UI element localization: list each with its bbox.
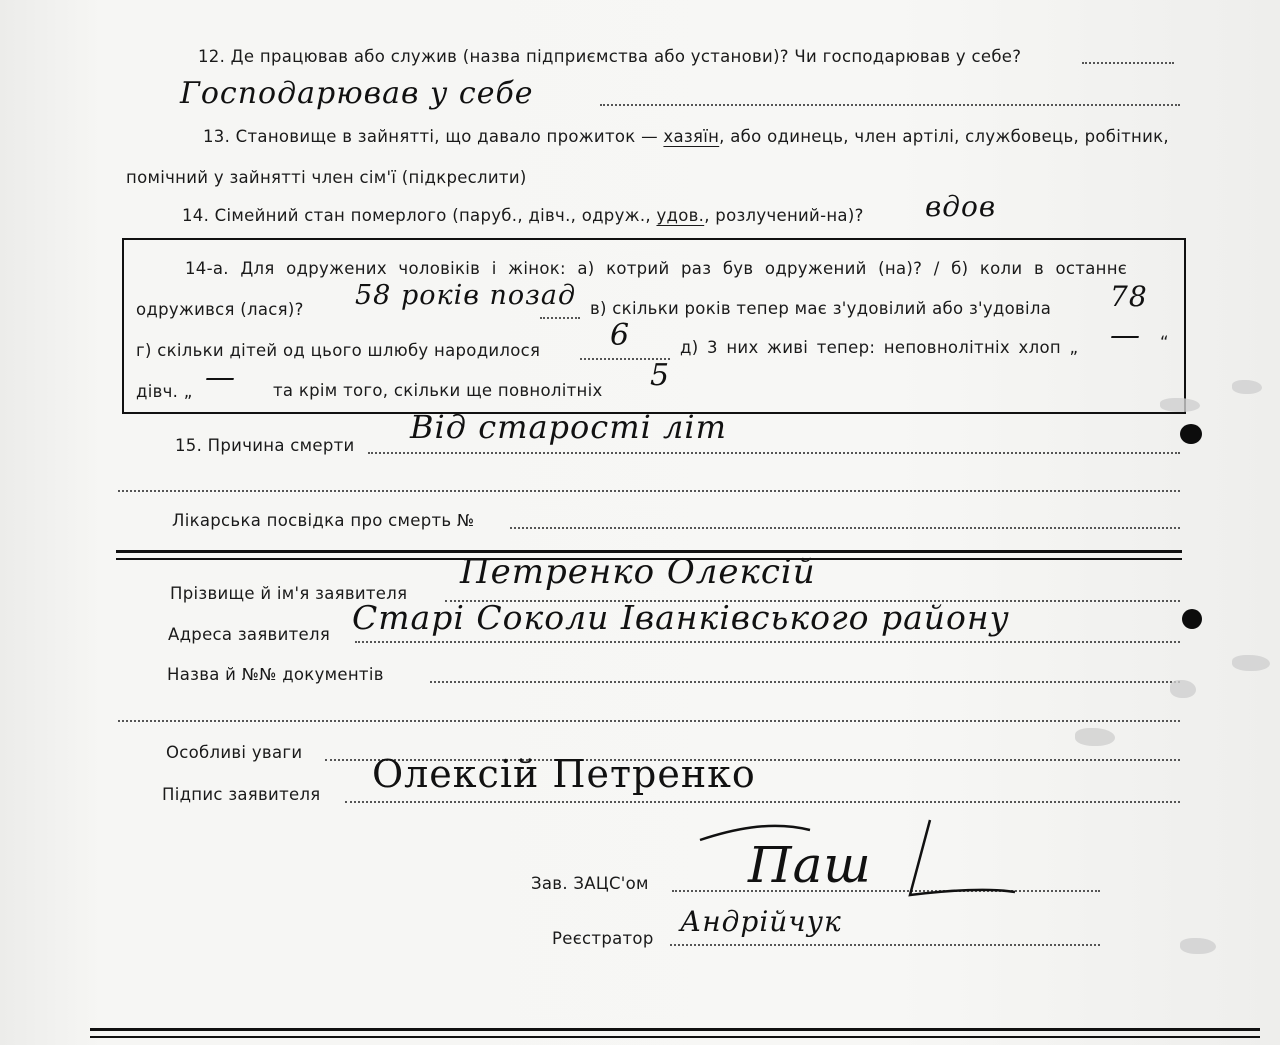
paper-damage — [1180, 938, 1216, 954]
q14a-line3-b: д) 3 них живі тепер: неповнолітніх хлоп „ — [680, 338, 1079, 357]
q15-dotted-line-2 — [118, 490, 1180, 492]
q14-handwritten-answer: вдов — [925, 190, 997, 223]
bottom-divider — [90, 1028, 1260, 1031]
q14-label — [182, 206, 864, 225]
medical-dotted-line — [510, 527, 1180, 529]
paper-damage — [1170, 680, 1196, 698]
q12-answer-line — [600, 104, 1180, 106]
registrar-line — [670, 944, 1100, 946]
applicant-name-label: Прізвище й ім'я заявителя — [170, 584, 408, 603]
q14a-line2-b: в) скільки років тепер має з'удовілий або з'удовіла — [590, 299, 1052, 318]
q13-label-underlined: хазяїн — [663, 127, 720, 146]
applicant-address-answer: Старі Соколи Іванківського району — [352, 598, 1010, 637]
q12-dotted-line — [1082, 62, 1174, 64]
q15-handwritten-answer: Від старості літ — [410, 408, 727, 446]
q14a-line2-a: одружився (лася)? — [136, 300, 304, 319]
q14a-answer-b: 58 років позад — [355, 280, 577, 311]
medical-certificate-label: Лікарська посвідка про смерть № — [172, 511, 475, 530]
applicant-address-line — [355, 641, 1180, 643]
q14a-answer-d-girls: — — [205, 360, 236, 395]
q14a-line1: 14-а. Для одружених чоловіків і жінок: а) котрий раз був одружений (на)? / б) коли в останнє — [185, 259, 1128, 278]
registrar-label: Реєстратор — [552, 929, 654, 948]
q14a-answer-g: 6 — [610, 318, 631, 353]
q14-label-underlined: удов. — [656, 206, 705, 225]
q14a-line3-a: г) скільки дітей од цього шлюбу народилося — [136, 341, 541, 360]
q12-label: 12. Де працював або служив (назва підприємства або установи)? Чи господарював у себе? — [198, 47, 1022, 66]
q14a-line4-a: дівч. „ — [136, 382, 193, 401]
paper-damage — [1160, 398, 1200, 412]
paper-damage — [1232, 655, 1270, 671]
documents-line — [430, 681, 1180, 683]
q13-label-c: помічний у зайнятті член сім'ї (підкреслити) — [126, 168, 527, 187]
q14a-answer-adult: 5 — [650, 358, 671, 393]
signature-label: Підпис заявителя — [162, 785, 321, 804]
bottom-divider-2 — [90, 1036, 1260, 1038]
head-signature-flourish — [690, 800, 1020, 910]
paper-damage — [1075, 728, 1115, 746]
applicant-address-label: Адреса заявителя — [168, 625, 331, 644]
q13-label — [203, 127, 1169, 146]
q13-label-b: , або одинець, член артілі, службовець, робітник, — [719, 127, 1169, 146]
documents-label: Назва й №№ документів — [167, 665, 384, 684]
ink-blot — [1182, 609, 1202, 629]
q14a-line2-dots — [540, 317, 580, 319]
applicant-signature: Олексій Петренко — [372, 752, 756, 796]
q12-handwritten-answer: Господарював у себе — [180, 76, 534, 111]
documents-line-2 — [118, 720, 1180, 722]
head-of-registry-label: Зав. ЗАЦС'ом — [531, 874, 649, 893]
q14-label-a: 14. Сімейний стан померлого (паруб., дівч., одруж., — [182, 206, 651, 225]
q13-label-a: 13. Становище в зайнятті, що давало прожиток — — [203, 127, 658, 146]
q14a-answer-v: 78 — [1110, 280, 1148, 313]
q14a-line3-c: “ — [1160, 333, 1169, 352]
ink-blot — [1180, 424, 1202, 444]
q14a-line4-b: та крім того, скільки ще повнолітніх — [273, 381, 603, 400]
applicant-name-answer: Петренко Олексій — [460, 552, 816, 592]
q15-label: 15. Причина смерти — [175, 436, 355, 455]
registrar-signature: Андрійчук — [680, 905, 842, 938]
notes-label: Особливі уваги — [166, 743, 303, 762]
q15-dotted-line — [368, 452, 1180, 454]
q14-label-b: , розлучений-на)? — [704, 206, 864, 225]
paper-damage — [1232, 380, 1262, 394]
q14a-answer-d-boys: — — [1110, 318, 1141, 353]
head-signature: Паш — [748, 836, 872, 894]
